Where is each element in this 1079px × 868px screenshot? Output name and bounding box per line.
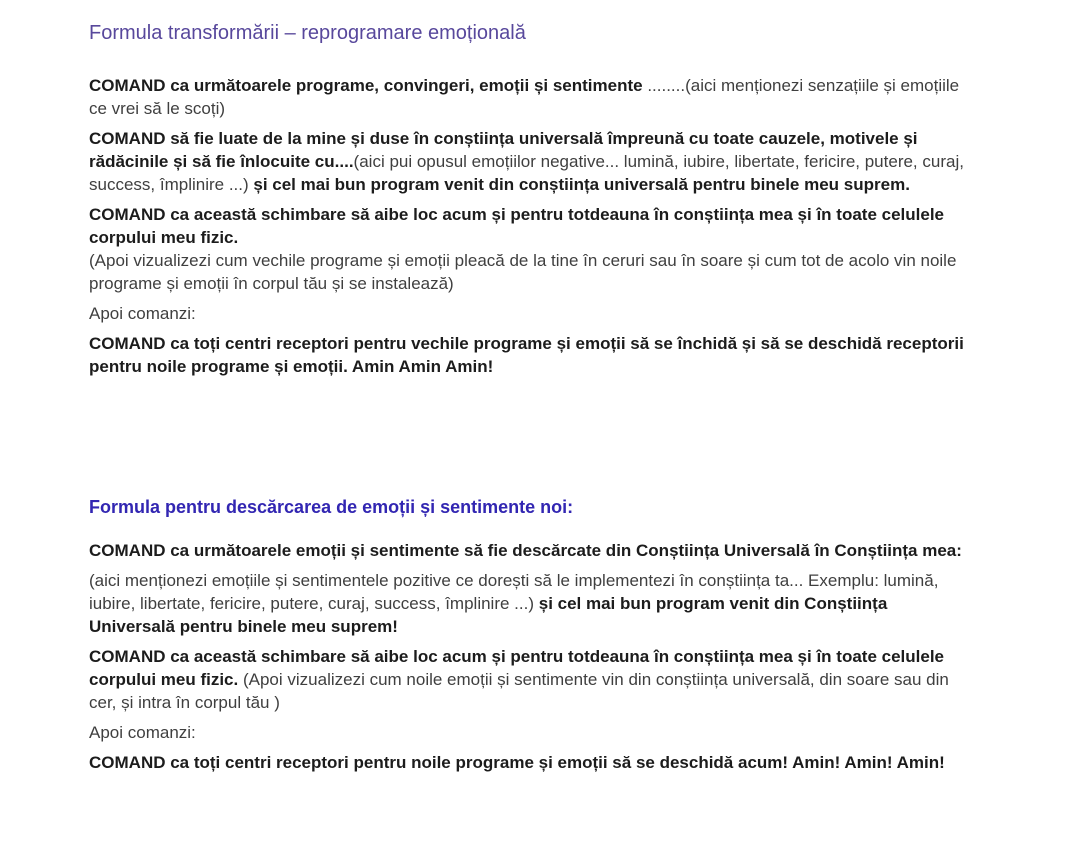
s2-p2-instruction-note: (aici menționezi emoțiile și sentimentele pozitive ce dorești să le implementezi în conștiința ta... Exemplu: lumină, iubire, libertate, fericire, putere, curaj, success, împlinire ...)	[89, 571, 939, 613]
s2-paragraph-command-change	[89, 645, 967, 714]
s1-paragraph-command-change	[89, 203, 967, 295]
s2-p3-visualization-note: (Apoi vizualizezi cum noile emoții și sentimente vin din conștiința universală, din soare sau din cer, și intra în corpul tău )	[89, 670, 949, 712]
s1-p2-instruction-note: (aici pui opusul emoțiilor negative... lumină, iubire, libertate, fericire, putere, curaj, success, împlinire ...)	[89, 152, 964, 194]
section-divider-space	[89, 385, 967, 495]
section2-title: Formula pentru descărcarea de emoții și sentimente noi:	[89, 497, 574, 517]
s2-p1-command-text: COMAND ca următoarele emoții și sentimente să fie descărcate din Conștiința Universală în Conștiința mea:	[89, 541, 962, 560]
s1-p3-visualization-note: (Apoi vizualizezi cum vechile programe și emoții pleacă de la tine în ceruri sau în soare și cum tot de acolo vin noile programe și emoții în corpul tău și se instalează)	[89, 251, 957, 293]
s1-paragraph-command-programs	[89, 74, 967, 120]
s1-paragraph-then-command-label: Apoi comanzi:	[89, 304, 196, 323]
s1-paragraph-command-receptors	[89, 332, 967, 378]
s1-p2-command-text: COMAND să fie luate de la mine și duse în conștiința universală împreună cu toate cauzele, motivele și rădăcinile și să fie înlocuite cu....	[89, 129, 918, 171]
s1-p5-command-text: COMAND ca toți centri receptori pentru vechile programe și emoții să se închidă și să se deschidă receptorii pentru noile programe și emoții. Amin Amin Amin!	[89, 334, 964, 376]
s2-p5-command-text: COMAND ca toți centri receptori pentru noile programe și emoții să se deschidă acum! Amin! Amin! Amin!	[89, 753, 945, 772]
s2-paragraph-positive-emotions	[89, 569, 967, 638]
s2-p3-command-text: COMAND ca această schimbare să aibe loc acum și pentru totdeauna în conștiința mea și în toate celulele corpului meu fizic.	[89, 647, 944, 689]
s1-p1-command-text: COMAND ca următoarele programe, convingeri, emoții și sentimente	[89, 76, 643, 95]
document-body	[89, 20, 967, 774]
s2-p2-command-text: și cel mai bun program venit din Conștiința Universală pentru binele meu suprem!	[89, 594, 888, 636]
s1-p2-command-text-continued: și cel mai bun program venit din conștiința universală pentru binele meu suprem.	[253, 175, 910, 194]
s2-paragraph-command-download	[89, 539, 967, 562]
s1-p1-instruction-note: ........(aici menționezi senzațiile și emoțiile ce vrei să le scoți)	[89, 76, 960, 118]
s1-paragraph-command-transfer	[89, 127, 967, 196]
s1-p3-command-text: COMAND ca această schimbare să aibe loc acum și pentru totdeauna în conștiința mea și în toate celulele corpului meu fizic.	[89, 205, 944, 247]
s2-paragraph-then-command-label: Apoi comanzi:	[89, 723, 196, 742]
s2-paragraph-command-receptors	[89, 751, 967, 774]
section1-title: Formula transformării – reprogramare emoțională	[89, 22, 526, 44]
